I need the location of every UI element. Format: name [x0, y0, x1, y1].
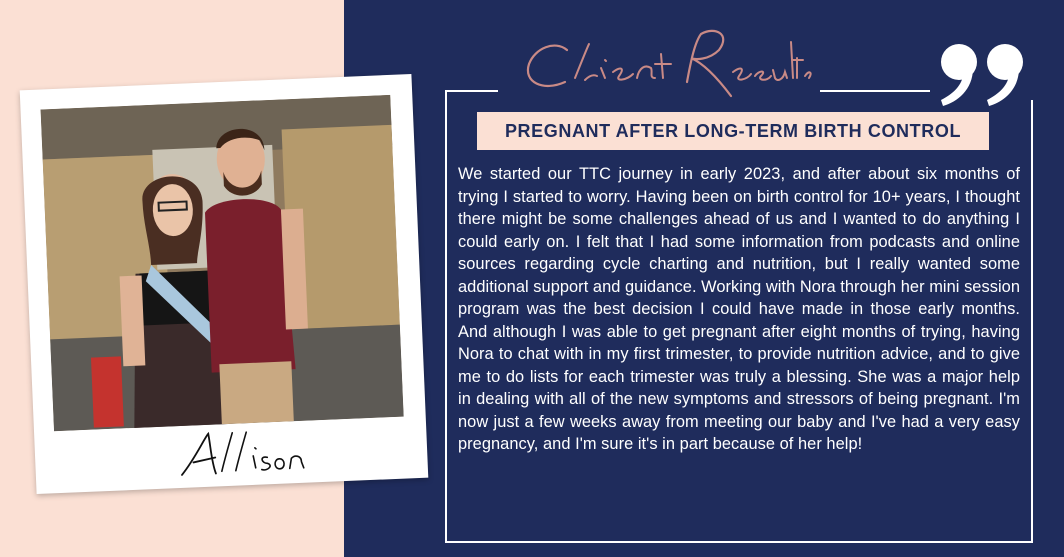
client-results-script-title — [505, 20, 815, 100]
polaroid-frame — [20, 74, 429, 494]
headline-text: PREGNANT AFTER LONG-TERM BIRTH CONTROL — [504, 120, 962, 141]
testimonial-body: We started our TTC journey in early 2023, and after about six months of trying I started to worry. Having been on birth control for 10+ years, I thought there might be some challenges ahead of us and I wanted to do anything I could early on. I felt that I had some information from podcasts and online sources regarding cycle charting and nutrition, but I really wanted some additional support and guidance. Working with Nora through her mini session program was the best decision I could have made in those early months. And although I was able to get pregnant after eight months of trying, having Nora to chat with in my first trimester, to provide nutrition advice, and to give me to do lists for each trimester was truly a blessing. She was a major help in dealing with all of the new symptoms and stressors of being pregnant. I'm now just a few weeks away from meeting our baby and I've had a very easy pregnancy, and I'm sure it's in part because of her help! — [458, 165, 1020, 453]
couple-photo — [41, 95, 404, 431]
allison-signature — [174, 423, 316, 484]
headline-banner — [477, 112, 989, 150]
closing-quote-icon — [935, 40, 1030, 110]
